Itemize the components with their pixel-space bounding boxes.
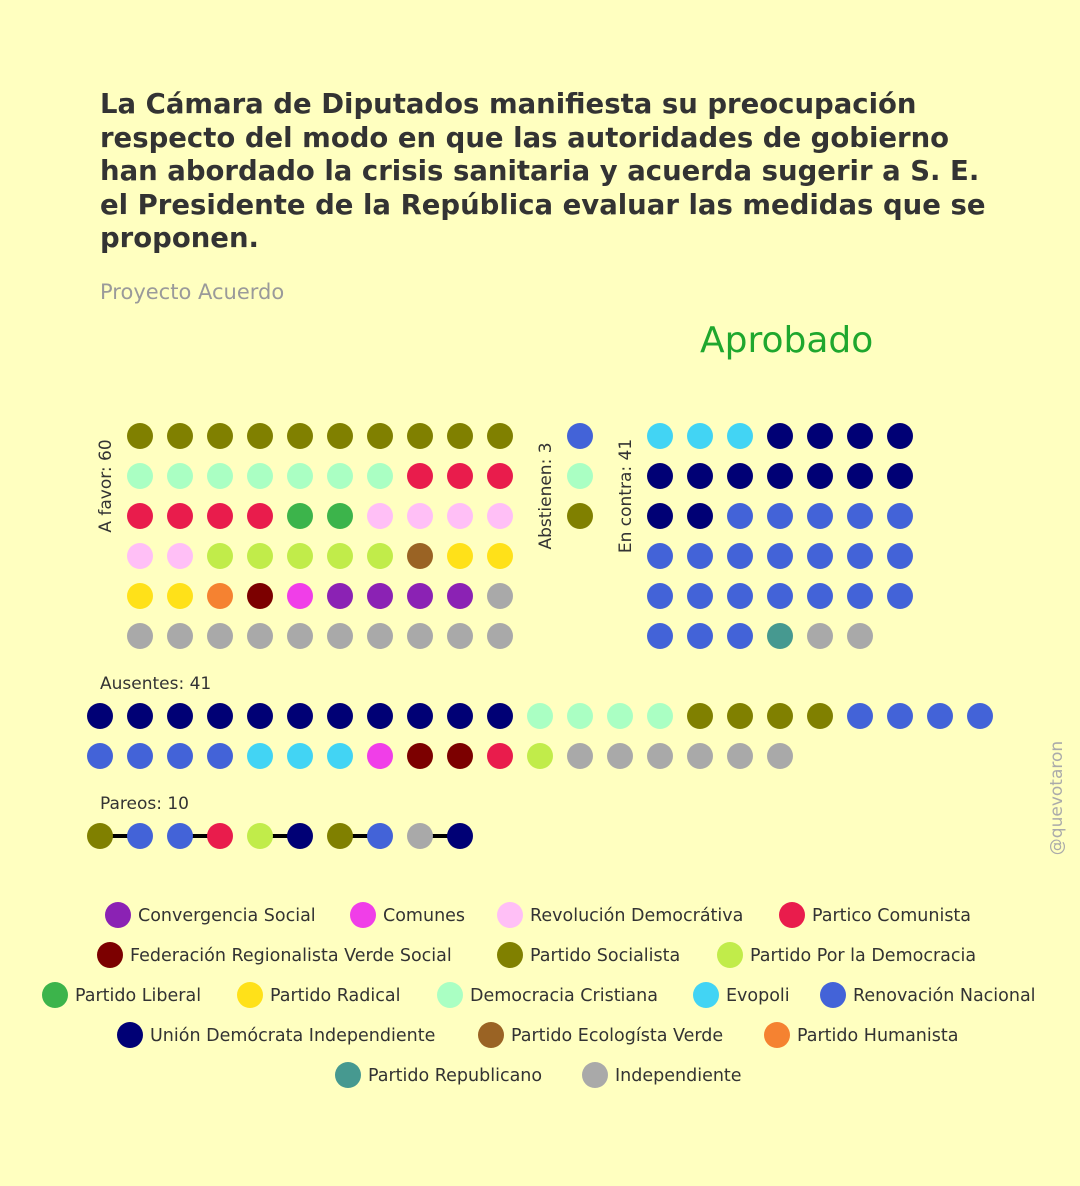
ausentes-seat bbox=[327, 743, 353, 769]
ausentes-seat bbox=[767, 703, 793, 729]
ausentes-seat bbox=[167, 703, 193, 729]
pareo-seat bbox=[327, 823, 353, 849]
contra-seat bbox=[687, 543, 713, 569]
ausentes-seat bbox=[527, 703, 553, 729]
pareo-seat bbox=[247, 823, 273, 849]
legend-label-ppd: Partido Por la Democracia bbox=[750, 946, 977, 966]
ausentes-seat bbox=[207, 743, 233, 769]
legend-label-udi: Unión Demócrata Independiente bbox=[150, 1026, 436, 1046]
favor-seat bbox=[247, 423, 273, 449]
favor-seat bbox=[367, 463, 393, 489]
favor-seat bbox=[327, 503, 353, 529]
favor-seat bbox=[447, 623, 473, 649]
abstienen-seat bbox=[567, 503, 593, 529]
ausentes-seat bbox=[607, 703, 633, 729]
favor-seat bbox=[487, 463, 513, 489]
favor-seat bbox=[407, 423, 433, 449]
favor-seat bbox=[287, 463, 313, 489]
contra-seat bbox=[887, 543, 913, 569]
favor-seat bbox=[167, 423, 193, 449]
legend-label-pc: Partico Comunista bbox=[812, 906, 972, 926]
ausentes-seat bbox=[927, 703, 953, 729]
chart-title: La Cámara de Diputados manifiesta su preocupación respecto del modo en que las autoridades de gobierno han abordado la crisis sanitaria y acuerda sugerir a S. E. el Presidente de la República evaluar las medidas que se proponen. bbox=[100, 88, 986, 254]
favor-seat bbox=[247, 463, 273, 489]
ausentes-seat bbox=[327, 703, 353, 729]
favor-seat bbox=[447, 503, 473, 529]
legend-swatch-rep bbox=[335, 1062, 361, 1088]
abstienen-seat bbox=[567, 423, 593, 449]
ausentes-seat bbox=[367, 743, 393, 769]
contra-seat bbox=[847, 463, 873, 489]
contra-seat bbox=[687, 463, 713, 489]
contra-seat bbox=[767, 463, 793, 489]
pareo-seat bbox=[407, 823, 433, 849]
favor-seat bbox=[487, 623, 513, 649]
favor-seat bbox=[207, 623, 233, 649]
favor-seat bbox=[127, 503, 153, 529]
favor-seat bbox=[407, 583, 433, 609]
favor-seat bbox=[247, 543, 273, 569]
ausentes-seat bbox=[247, 703, 273, 729]
contra-seat bbox=[687, 423, 713, 449]
vote-result: Aprobado bbox=[700, 320, 874, 361]
ausentes-seat bbox=[127, 743, 153, 769]
favor-seat bbox=[407, 503, 433, 529]
legend-label-ps: Partido Socialista bbox=[530, 946, 681, 966]
contra-seat bbox=[847, 503, 873, 529]
pareo-seat bbox=[207, 823, 233, 849]
ausentes-seat bbox=[447, 743, 473, 769]
favor-seat bbox=[127, 463, 153, 489]
ausentes-seat bbox=[287, 743, 313, 769]
legend bbox=[42, 902, 1036, 1088]
ausentes-seat bbox=[87, 703, 113, 729]
favor-seat bbox=[487, 423, 513, 449]
favor-seat bbox=[167, 503, 193, 529]
ausentes-seat bbox=[647, 703, 673, 729]
pareos-label: Pareos: 10 bbox=[100, 794, 190, 814]
ausentes-seat bbox=[407, 743, 433, 769]
abstienen-seat bbox=[567, 463, 593, 489]
favor-seat bbox=[407, 623, 433, 649]
contra-seat bbox=[647, 623, 673, 649]
legend-swatch-cs bbox=[105, 902, 131, 928]
legend-swatch-udi bbox=[117, 1022, 143, 1048]
ausentes-seat bbox=[687, 703, 713, 729]
legend-swatch-com bbox=[350, 902, 376, 928]
legend-swatch-evo bbox=[693, 982, 719, 1008]
ausentes-seat bbox=[967, 703, 993, 729]
contra-seat bbox=[807, 463, 833, 489]
favor-seat bbox=[207, 423, 233, 449]
contra-seat bbox=[807, 543, 833, 569]
favor-seat bbox=[127, 543, 153, 569]
legend-label-ind: Independiente bbox=[615, 1066, 742, 1086]
favor-seat bbox=[247, 623, 273, 649]
contra-seat bbox=[647, 543, 673, 569]
favor-seat bbox=[207, 543, 233, 569]
legend-label-rn: Renovación Nacional bbox=[853, 986, 1036, 1006]
abstienen-label: Abstienen: 3 bbox=[536, 442, 556, 550]
contra-seat bbox=[767, 623, 793, 649]
favor-seat bbox=[207, 583, 233, 609]
favor-seat bbox=[167, 623, 193, 649]
contra-seat bbox=[887, 423, 913, 449]
legend-label-com: Comunes bbox=[383, 906, 466, 926]
legend-swatch-ps bbox=[497, 942, 523, 968]
pareo-seat bbox=[127, 823, 153, 849]
favor-seat bbox=[247, 503, 273, 529]
ausentes-seat bbox=[87, 743, 113, 769]
legend-label-pl: Partido Liberal bbox=[75, 986, 202, 1006]
contra-seat bbox=[847, 423, 873, 449]
contra-seat bbox=[727, 583, 753, 609]
ausentes-seat bbox=[727, 703, 753, 729]
ausentes-label: Ausentes: 41 bbox=[100, 674, 212, 694]
ausentes-seat bbox=[207, 703, 233, 729]
contra-seat bbox=[807, 423, 833, 449]
ausentes-seat bbox=[167, 743, 193, 769]
ausentes-seat bbox=[367, 703, 393, 729]
favor-seat bbox=[447, 423, 473, 449]
contra-seat bbox=[847, 623, 873, 649]
favor-seat bbox=[367, 623, 393, 649]
favor-seat bbox=[327, 543, 353, 569]
favor-seat bbox=[167, 543, 193, 569]
contra-seat bbox=[767, 543, 793, 569]
legend-label-cs: Convergencia Social bbox=[138, 906, 316, 926]
contra-seat bbox=[647, 463, 673, 489]
contra-seat bbox=[887, 583, 913, 609]
ausentes-seat bbox=[727, 743, 753, 769]
legend-swatch-ind bbox=[582, 1062, 608, 1088]
ausentes-seat bbox=[567, 743, 593, 769]
legend-label-evo: Evopoli bbox=[726, 986, 790, 1006]
contra-label: En contra: 41 bbox=[616, 438, 636, 554]
ausentes-seat bbox=[607, 743, 633, 769]
favor-seat bbox=[327, 583, 353, 609]
favor-seat bbox=[447, 583, 473, 609]
favor-seat bbox=[167, 583, 193, 609]
legend-label-ph: Partido Humanista bbox=[797, 1026, 959, 1046]
favor-seat bbox=[327, 623, 353, 649]
contra-seat bbox=[807, 623, 833, 649]
pareo-seat bbox=[167, 823, 193, 849]
ausentes-seat bbox=[407, 703, 433, 729]
legend-swatch-rn bbox=[820, 982, 846, 1008]
legend-label-pr: Partido Radical bbox=[270, 986, 401, 1006]
ausentes-seat bbox=[687, 743, 713, 769]
favor-seat bbox=[247, 583, 273, 609]
favor-seat bbox=[127, 423, 153, 449]
legend-swatch-pr bbox=[237, 982, 263, 1008]
favor-seat bbox=[487, 543, 513, 569]
contra-seat bbox=[767, 423, 793, 449]
favor-seat bbox=[367, 583, 393, 609]
contra-seat bbox=[727, 543, 753, 569]
favor-seat bbox=[487, 503, 513, 529]
ausentes-seat bbox=[247, 743, 273, 769]
ausentes-seat bbox=[887, 703, 913, 729]
legend-label-pev: Partido Ecologísta Verde bbox=[511, 1026, 724, 1046]
chart-subtitle: Proyecto Acuerdo bbox=[100, 280, 285, 304]
pareo-seat bbox=[447, 823, 473, 849]
legend-swatch-ph bbox=[764, 1022, 790, 1048]
ausentes-seat bbox=[847, 703, 873, 729]
contra-seat bbox=[647, 423, 673, 449]
legend-label-frvs: Federación Regionalista Verde Social bbox=[130, 946, 452, 966]
favor-seat bbox=[207, 503, 233, 529]
contra-seat bbox=[767, 503, 793, 529]
favor-seat bbox=[407, 463, 433, 489]
favor-seat bbox=[287, 423, 313, 449]
favor-seat bbox=[327, 463, 353, 489]
legend-swatch-rd bbox=[497, 902, 523, 928]
favor-seat bbox=[167, 463, 193, 489]
favor-seat bbox=[127, 623, 153, 649]
legend-swatch-pev bbox=[478, 1022, 504, 1048]
favor-seat bbox=[207, 463, 233, 489]
contra-seat bbox=[887, 503, 913, 529]
favor-label: A favor: 60 bbox=[96, 439, 116, 533]
contra-seat bbox=[847, 583, 873, 609]
legend-label-dc: Democracia Cristiana bbox=[470, 986, 658, 1006]
ausentes-seat bbox=[487, 743, 513, 769]
contra-seat bbox=[687, 623, 713, 649]
ausentes-seat bbox=[487, 703, 513, 729]
legend-swatch-pc bbox=[779, 902, 805, 928]
ausentes-seat bbox=[807, 703, 833, 729]
watermark: @quevotaron bbox=[1047, 740, 1067, 856]
pareo-seat bbox=[287, 823, 313, 849]
legend-swatch-ppd bbox=[717, 942, 743, 968]
ausentes-seat bbox=[127, 703, 153, 729]
ausentes-seat bbox=[287, 703, 313, 729]
legend-label-rep: Partido Republicano bbox=[368, 1066, 543, 1086]
favor-seat bbox=[127, 583, 153, 609]
contra-seat bbox=[727, 423, 753, 449]
contra-seat bbox=[647, 583, 673, 609]
legend-label-rd: Revolución Democrátiva bbox=[530, 906, 744, 926]
contra-seat bbox=[887, 463, 913, 489]
ausentes-seat bbox=[567, 703, 593, 729]
favor-seat bbox=[287, 503, 313, 529]
ausentes-seat bbox=[527, 743, 553, 769]
favor-seat bbox=[287, 543, 313, 569]
contra-seat bbox=[647, 503, 673, 529]
favor-seat bbox=[447, 543, 473, 569]
favor-seat bbox=[407, 543, 433, 569]
contra-seat bbox=[847, 543, 873, 569]
contra-seat bbox=[727, 623, 753, 649]
ausentes-seat bbox=[447, 703, 473, 729]
legend-swatch-pl bbox=[42, 982, 68, 1008]
ausentes-seat bbox=[767, 743, 793, 769]
pareo-seat bbox=[367, 823, 393, 849]
contra-seat bbox=[727, 503, 753, 529]
contra-seat bbox=[687, 503, 713, 529]
contra-seat bbox=[687, 583, 713, 609]
favor-seat bbox=[447, 463, 473, 489]
legend-swatch-dc bbox=[437, 982, 463, 1008]
contra-seat bbox=[807, 503, 833, 529]
ausentes-seat bbox=[647, 743, 673, 769]
favor-seat bbox=[327, 423, 353, 449]
favor-seat bbox=[367, 503, 393, 529]
favor-seat bbox=[487, 583, 513, 609]
favor-seat bbox=[367, 423, 393, 449]
favor-seat bbox=[287, 623, 313, 649]
pareo-seat bbox=[87, 823, 113, 849]
favor-seat bbox=[287, 583, 313, 609]
favor-seat bbox=[367, 543, 393, 569]
contra-seat bbox=[807, 583, 833, 609]
contra-seat bbox=[727, 463, 753, 489]
contra-seat bbox=[767, 583, 793, 609]
legend-swatch-frvs bbox=[97, 942, 123, 968]
